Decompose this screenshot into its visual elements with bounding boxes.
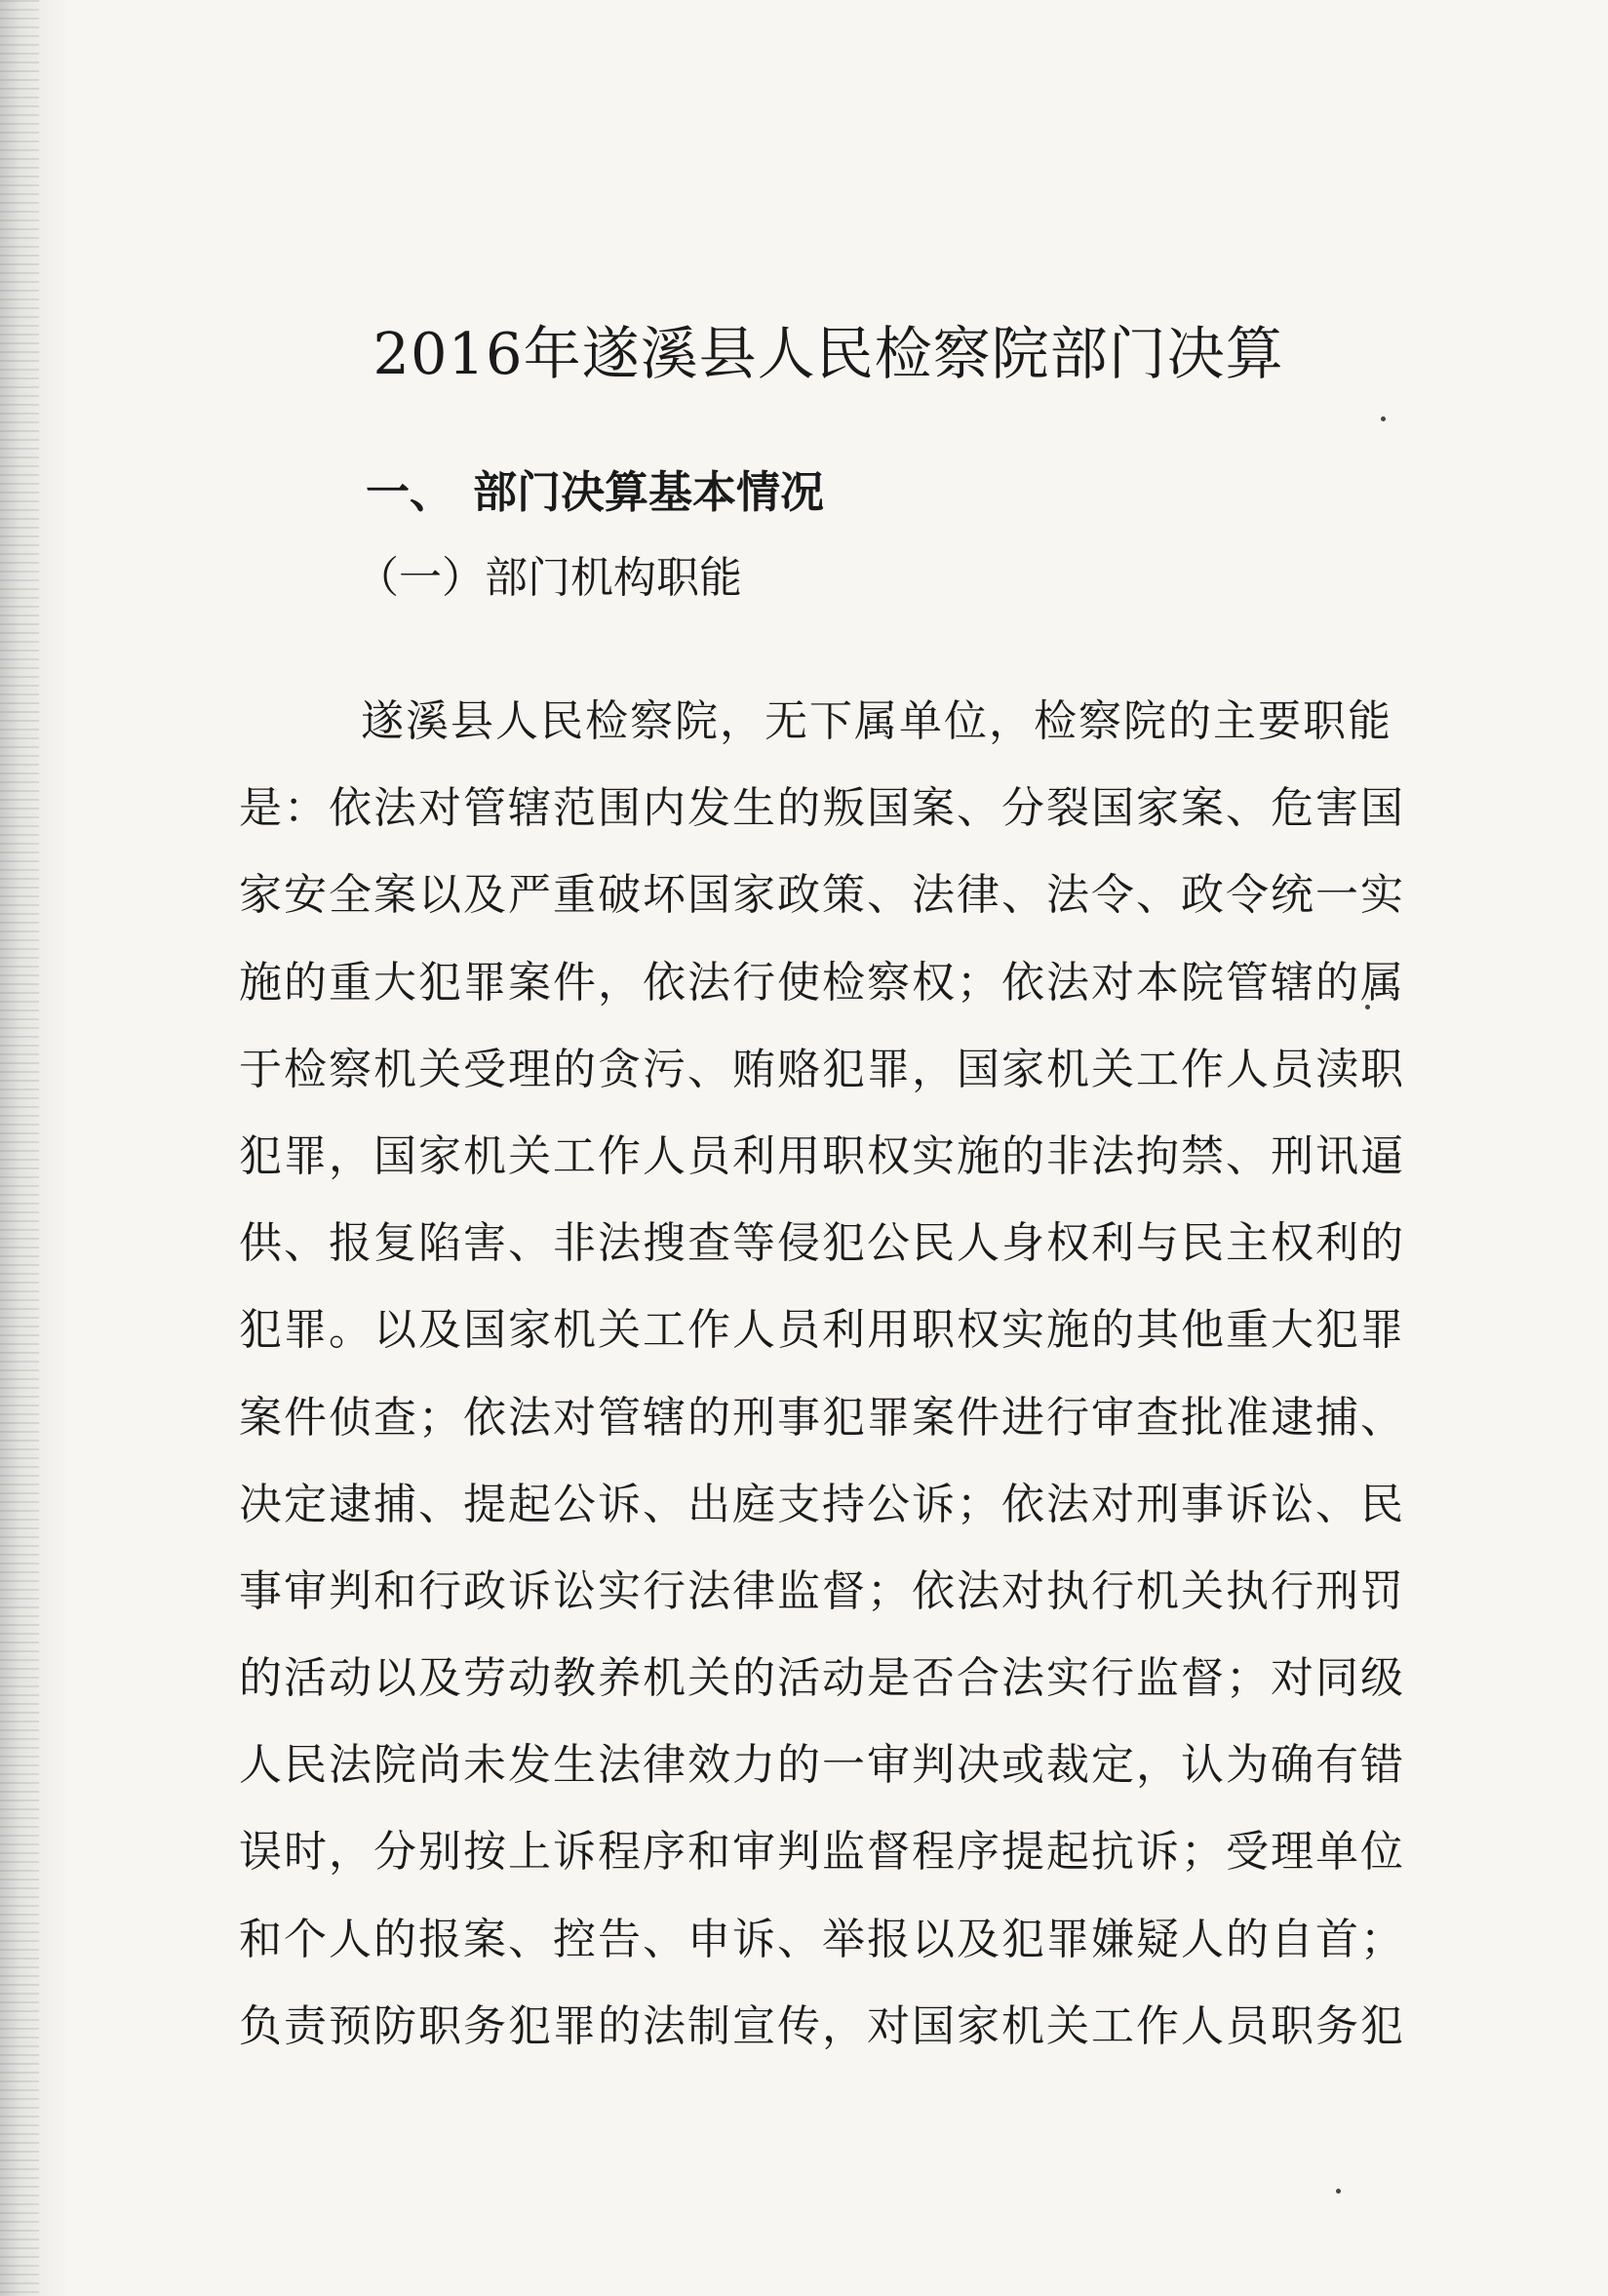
body-line: 于检察机关受理的贪污、贿赂犯罪，国家机关工作人员渎职	[239, 1044, 1405, 1094]
body-line: 案件侦查；依法对管辖的刑事犯罪案件进行审查批准逮捕、	[239, 1392, 1405, 1443]
body-line: 人民法院尚未发生法律效力的一审判决或裁定，认为确有错	[239, 1740, 1405, 1791]
body-line: 误时，分别按上诉程序和审判监督程序提起抗诉；受理单位	[239, 1827, 1405, 1878]
body-line: 家安全案以及严重破坏国家政策、法律、法令、政令统一实	[239, 870, 1405, 921]
section-heading	[366, 458, 824, 527]
scan-speck	[1336, 2189, 1341, 2194]
body-line: 供、报复陷害、非法搜查等侵犯公民人身权利与民主权利的	[239, 1218, 1405, 1269]
section-title: 部门决算基本情况	[473, 466, 825, 518]
subsection-heading: （一）部门机构职能	[356, 553, 742, 603]
body-line: 和个人的报案、控告、申诉、举报以及犯罪嫌疑人的自首；	[239, 1914, 1405, 1964]
body-paragraph	[239, 678, 1405, 2070]
body-line: 犯罪，国家机关工作人员利用职权实施的非法拘禁、刑讯逼	[239, 1130, 1405, 1181]
body-line: 施的重大犯罪案件，依法行使检察权；依法对本院管辖的属	[239, 957, 1405, 1008]
body-line: 遂溪县人民检察院，无下属单位，检察院的主要职能	[361, 696, 1392, 746]
body-line: 的活动以及劳动教养机关的活动是否合法实行监督；对同级	[239, 1653, 1405, 1704]
body-line: 犯罪。以及国家机关工作人员利用职权实施的其他重大犯罪	[239, 1305, 1405, 1356]
body-line: 是：依法对管辖范围内发生的叛国案、分裂国家案、危害国	[239, 783, 1405, 834]
body-line: 事审判和行政诉讼实行法律监督；依法对执行机关执行刑罚	[239, 1565, 1405, 1616]
section-number: 一、	[366, 466, 454, 518]
body-line: 决定逮捕、提起公诉、出庭支持公诉；依法对刑事诉讼、民	[239, 1479, 1405, 1529]
document-title: 2016年遂溪县人民检察院部门决算	[373, 320, 1284, 387]
body-line: 负责预防职务犯罪的法制宣传，对国家机关工作人员职务犯	[239, 2000, 1405, 2051]
scan-speck	[1381, 416, 1386, 421]
